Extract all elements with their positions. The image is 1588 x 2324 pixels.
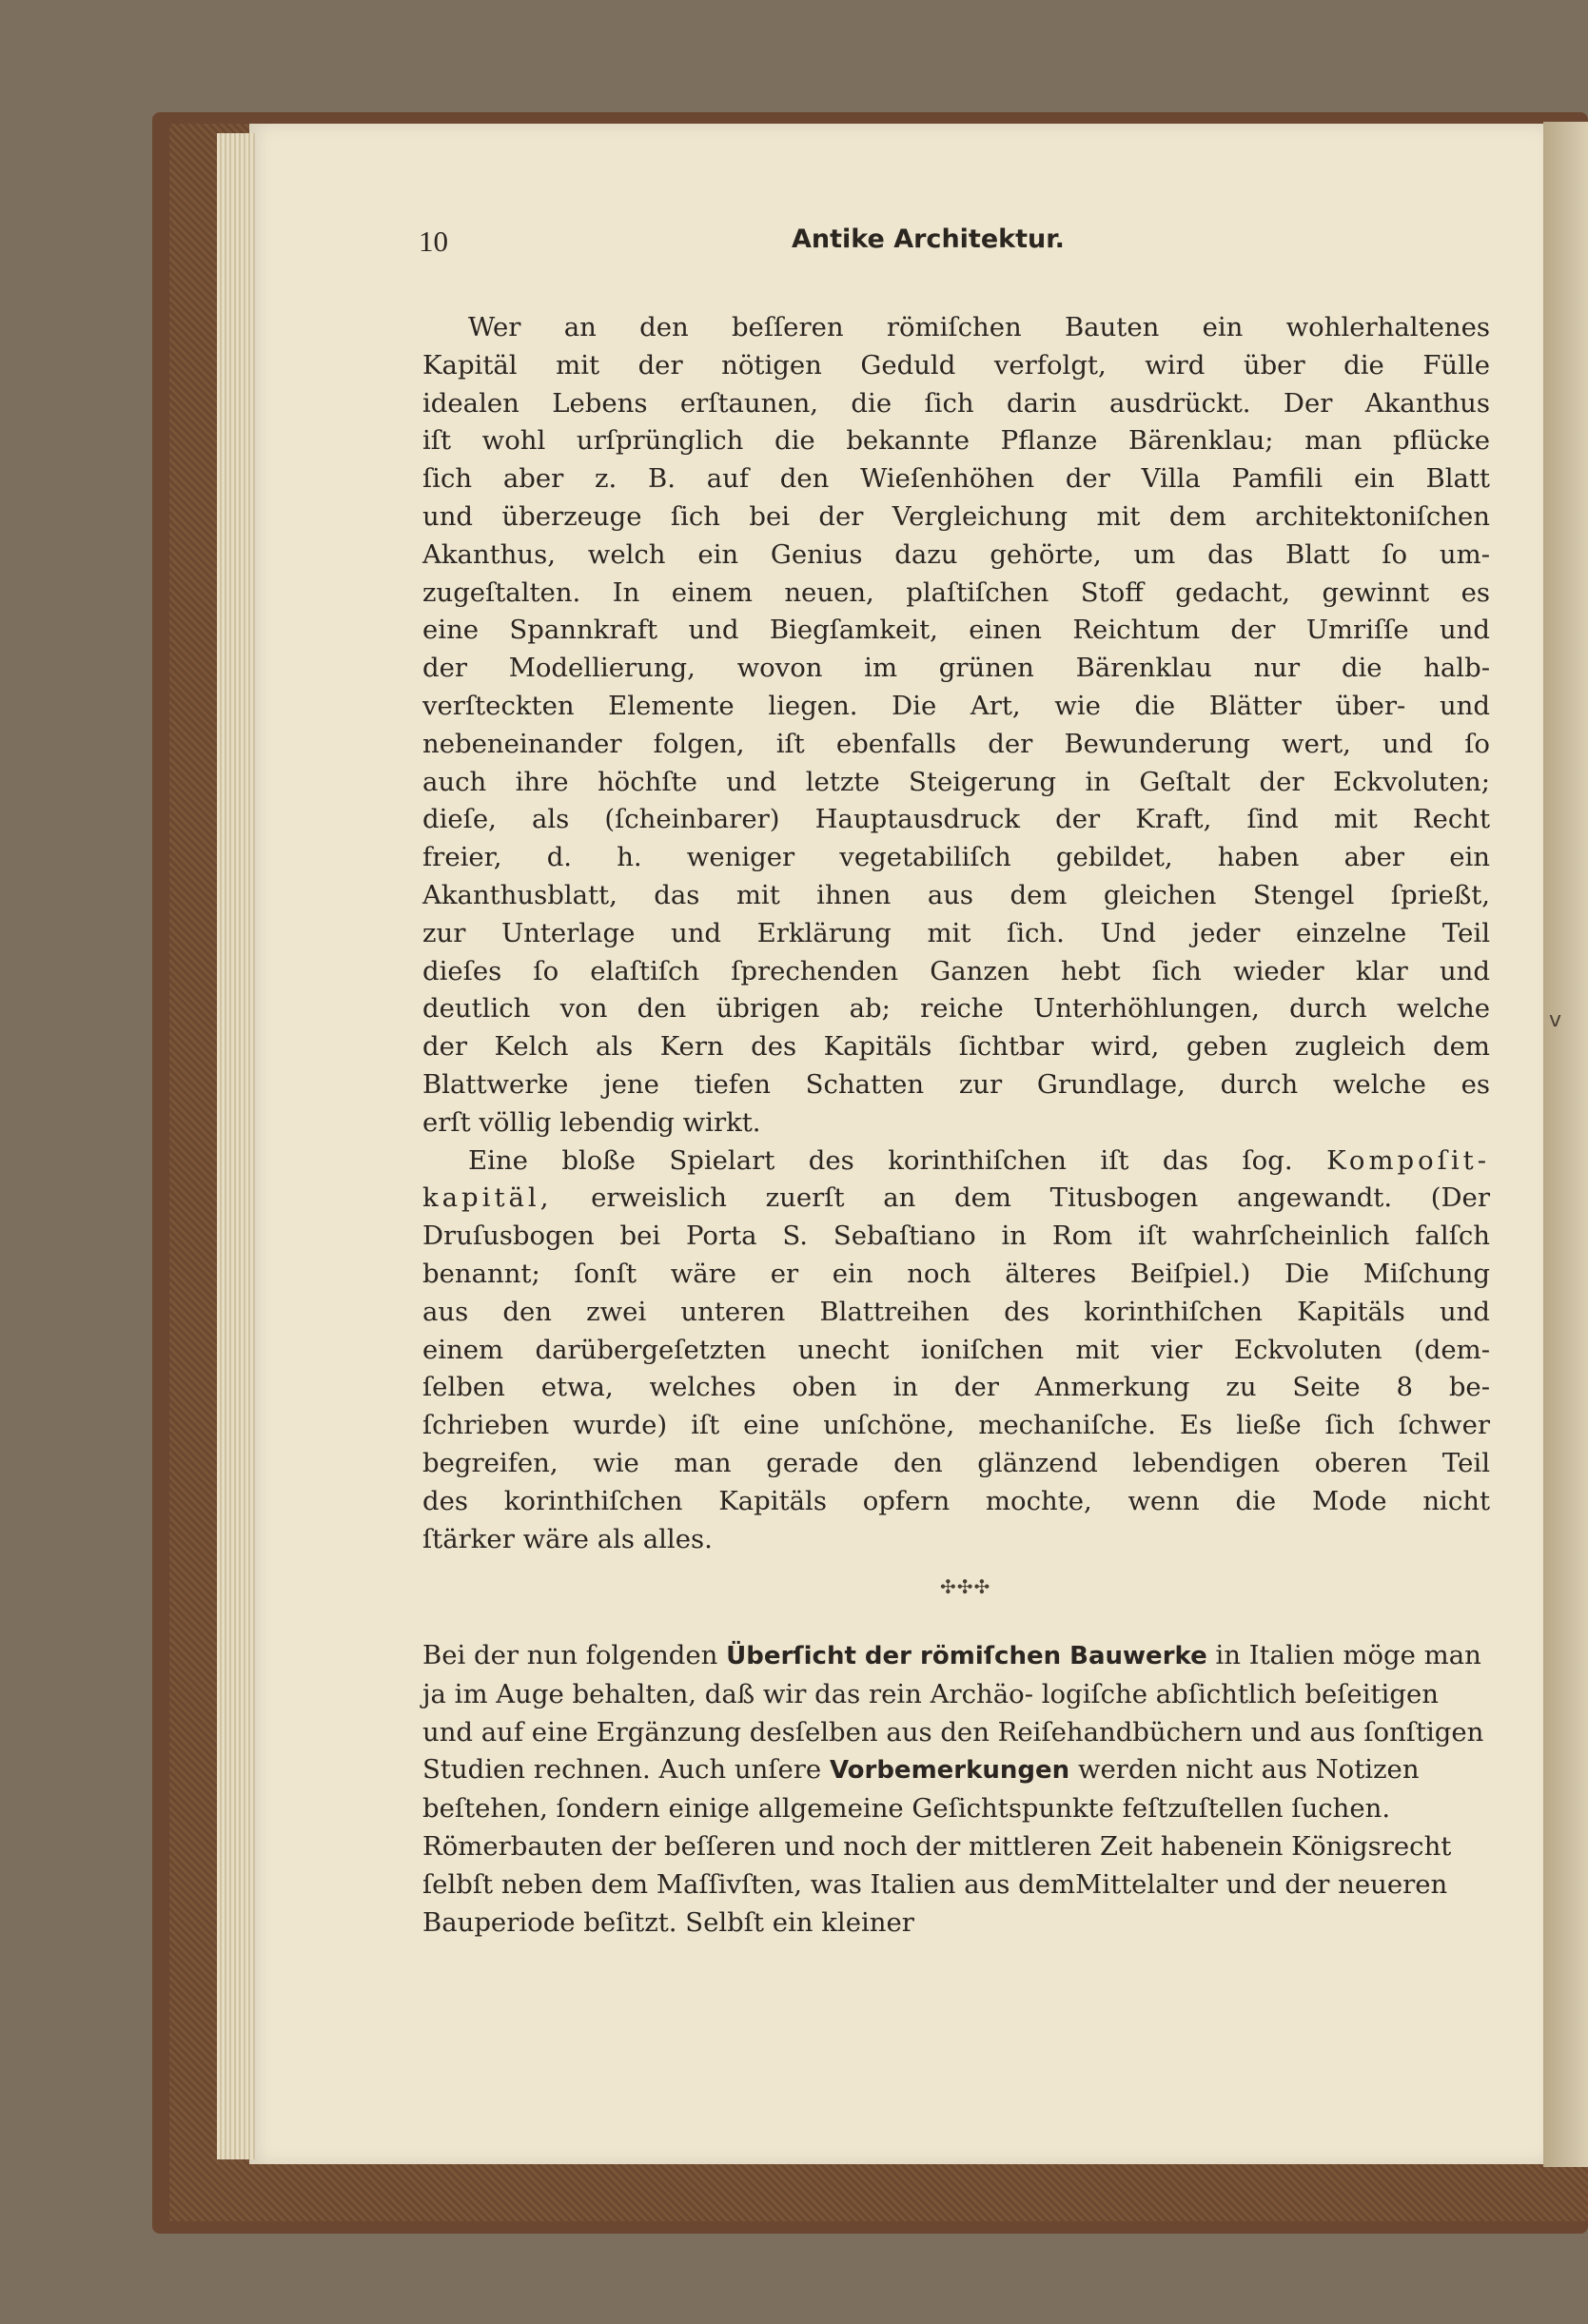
paragraph-akanthus xyxy=(422,309,1490,1142)
text-line: freier, d. h. weniger vegetabiliſch gebildet, haben aber ein xyxy=(422,842,1490,873)
paragraph-kompositkapitael xyxy=(422,1142,1490,1559)
text-line: ſchrieben wurde) iſt eine unſchöne, mechaniſche. Es ließe ſich ſchwer xyxy=(422,1410,1490,1441)
text-line: ſondern einige allgemeine Geſichtspunkte feſtzuſtellen ſuchen. xyxy=(556,1793,1391,1825)
text-line: dieſe, als (ſcheinbarer) Hauptausdruck der Kraft, ſind mit Recht xyxy=(422,804,1490,835)
text-line: Italien möge man ja im Auge behalten, daß wir das rein Archäo- xyxy=(422,1640,1481,1709)
text-line: benannt; ſonſt wäre er ein noch älteres Beiſpiel.) Die Miſchung xyxy=(422,1258,1490,1289)
text-line: zugeſtalten. In einem neuen, plaſtiſchen Stoff gedacht, gewinnt es xyxy=(422,576,1490,608)
text-line: ſtärker wäre als alles. xyxy=(422,1523,713,1554)
text-line: ſich aber z. B. auf den Wieſenhöhen der Villa Pamfili ein Blatt xyxy=(422,463,1490,495)
text-line: Wer an den beſſeren römiſchen Bauten ein wohlerhaltenes xyxy=(468,312,1490,342)
text-line: erſt völlig lebendig wirkt. xyxy=(422,1106,761,1138)
text-line: begreifen, wie man gerade den glänzend lebendigen oberen Teil xyxy=(422,1447,1490,1478)
text-line: der Modellierung, wovon im grünen Bärenklau nur die halb- xyxy=(422,653,1490,684)
page-header xyxy=(419,225,1465,266)
text-line: Blattwerke jene tiefen Schatten zur Grundlage, durch welche es xyxy=(422,1068,1490,1100)
text-line: des korinthiſchen Kapitäls opfern mochte, wenn die Mode nicht xyxy=(422,1485,1490,1516)
text-line: verſteckten Elemente liegen. Die Art, wie die Blätter über- und xyxy=(422,690,1490,721)
body-text-block-1 xyxy=(422,309,1490,1558)
text-line: auch ihre höchſte und letzte Steigerung in Geſtalt der Eckvoluten; xyxy=(422,766,1490,797)
text-line xyxy=(422,1142,1490,1181)
text-span: in xyxy=(1215,1640,1242,1670)
page-stack-edges xyxy=(217,133,255,2159)
text-line: ſelben etwa, welches oben in der Anmerkung zu Seite 8 be- xyxy=(422,1372,1490,1403)
text-line xyxy=(422,1640,1241,1670)
text-line: idealen Lebens erſtaunen, die ſich darin ausdrückt. Der Akanthus xyxy=(422,387,1490,419)
text-line: logiſche abſichtlich beſeitigen und auf eine Ergänzung desſelben xyxy=(422,1678,1439,1748)
text-line: einem darübergeſetzten unecht ioniſchen mit vier Eckvoluten (dem- xyxy=(422,1334,1490,1365)
text-line: Druſusbogen bei Porta S. Sebaſtiano in Rom iſt wahrſcheinlich falſch xyxy=(422,1221,1490,1252)
text-span: erweislich zuerſt an dem Titusbogen angewandt. (Der xyxy=(591,1182,1490,1214)
text-line: und überzeuge ſich bei der Vergleichung mit dem architektoniſchen xyxy=(422,500,1490,532)
text-span: Eine bloße Spielart des korinthiſchen iſt das ſog. xyxy=(468,1144,1293,1176)
margin-pencil-mark: v xyxy=(1549,1008,1562,1032)
body-text-block-2 xyxy=(422,1637,1490,1942)
paragraph-roemerbauten xyxy=(422,1828,1490,1942)
text-line: dieſes ſo elaſtiſch ſprechenden Ganzen hebt ſich wieder klar und xyxy=(422,955,1490,986)
text-line: nebeneinander folgen, iſt ebenfalls der Bewunderung wert, und ſo xyxy=(422,728,1490,759)
section-ornament: ✣✣✣ xyxy=(940,1575,991,1598)
text-line: eine Spannkraft und Biegſamkeit, einen Reichtum der Umriſſe und xyxy=(422,615,1490,646)
emphasized-term: Kompoſit- xyxy=(1326,1144,1490,1176)
text-line: Mittelalter und der neueren Bauperiode beſitzt. Selbſt ein kleiner xyxy=(422,1868,1448,1938)
text-span: Bei der nun folgenden xyxy=(422,1640,718,1670)
text-span: Auch unſere xyxy=(658,1754,822,1786)
text-line: Akanthusblatt, das mit ihnen aus dem gleichen Stengel ſprießt, xyxy=(422,879,1490,910)
running-head: Antike Architektur. xyxy=(792,225,1065,254)
text-line: iſt wohl urſprünglich die bekannte Pflanze Bärenklau; man pflücke xyxy=(422,425,1490,457)
emphasized-term: kapitäl, xyxy=(422,1182,553,1214)
text-line xyxy=(422,1180,1490,1218)
text-line: Akanthus, welch ein Genius dazu gehörte, um das Blatt ſo um- xyxy=(422,538,1490,570)
text-line: deutlich von den übrigen ab; reiche Unterhöhlungen, durch welche xyxy=(422,993,1490,1025)
bold-heading-term: Überſicht der römiſchen Bauwerke xyxy=(726,1642,1207,1670)
text-line: der Kelch als Kern des Kapitäls ſichtbar wird, geben zugleich dem xyxy=(422,1031,1490,1063)
bold-heading-term: Vorbemerkungen xyxy=(829,1756,1070,1786)
text-line: aus den Reiſehandbüchern und aus ſonſtigen Studien rechnen. xyxy=(422,1716,1484,1786)
page-number: 10 xyxy=(419,225,448,258)
facing-page-edge xyxy=(1543,122,1588,2167)
text-line: aus den zwei unteren Blattreihen des korinthiſchen Kapitäls und xyxy=(422,1296,1490,1327)
text-line: zur Unterlage und Erklärung mit ſich. Und jeder einzelne Teil xyxy=(422,917,1490,948)
text-line: Kapitäl mit der nötigen Geduld verfolgt, wird über die Fülle xyxy=(422,349,1490,381)
paragraph-uebersicht xyxy=(422,1637,1490,1828)
text-line: Römerbauten der beſſeren und noch der mittleren Zeit haben xyxy=(422,1830,1243,1862)
text-span: werden nicht aus Notizen beſtehen, xyxy=(422,1754,1420,1825)
text-line: ein Königsrecht ſelbſt neben dem Maſſivſten, was Italien aus dem xyxy=(422,1830,1452,1900)
